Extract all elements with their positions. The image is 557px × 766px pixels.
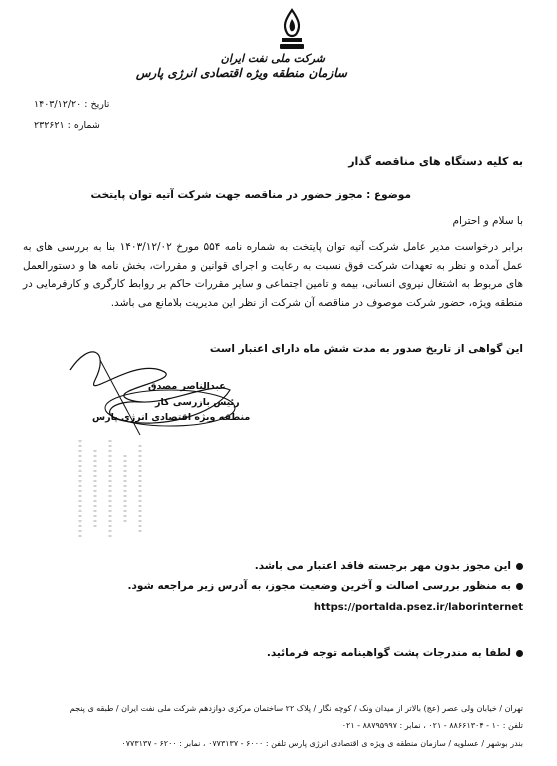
number-label: شماره : (67, 120, 100, 131)
nioc-logo-icon (274, 6, 310, 52)
bullet-icon (516, 563, 523, 570)
note3-text: لطفا به مندرجات پشت گواهینامه توجه فرمائید. (266, 647, 511, 659)
validity-statement: این گواهی از تاریخ صدور به مدت شش ماه دارای اعتبار است (209, 343, 523, 355)
verification-url[interactable]: https://portalda.psez.ir/laborinternet (313, 602, 523, 613)
embossed-stamp-icon (60, 430, 160, 550)
note-back-page (267, 647, 523, 659)
greeting: با سلام و احترام (452, 215, 523, 227)
footer-phone: تلفن : ۱۰ - ۸۸۶۶۱۳۰۴ - ۰۲۱ ، نمابر : ۸۸۷۹۵۹۹۷ - ۰۲۱ (341, 721, 523, 730)
note-verification (128, 580, 523, 592)
signer-organization: منطقه ویژه اقتصادی انرژی پارس (92, 412, 251, 423)
number-value: ۲۳۲۶۲۱ (34, 120, 65, 131)
addressee: به کلیه دستگاه های مناقصه گذار (348, 155, 523, 168)
date-value: ۱۴۰۳/۱۲/۲۰ (34, 99, 82, 110)
signer-title: رئیس بازرسی کار (155, 397, 240, 408)
letter-date (34, 99, 109, 110)
footer-address: تهران / خیابان ولی عصر (عج) بالاتر از میدان ونک / کوچه نگار / پلاک ۲۲ ساختمان مرکزی دوازدهم شرکت ملی نفت ایران / طبقه ی پنجم (69, 704, 523, 713)
bullet-icon (516, 650, 523, 657)
subject-line: موضوع : مجوز حضور در مناقصه جهت شرکت آتیه توان پایتخت (90, 189, 411, 201)
date-label: تاریخ : (84, 99, 110, 110)
note2-text: به منظور بررسی اصالت و آخرین وضعیت مجوز، به آدرس زیر مراجعه شود. (127, 580, 511, 592)
note-embossed-seal (255, 560, 523, 572)
note1-text: این مجوز بدون مهر برجسته فاقد اعتبار می باشد. (254, 560, 511, 572)
organization-name: سازمان منطقه ویژه اقتصادی انرژی پارس (135, 66, 347, 80)
bullet-icon (516, 583, 523, 590)
letter-body: برابر درخواست مدیر عامل شرکت آتیه توان پایتخت به شماره نامه ۵۵۴ مورخ ۱۴۰۳/۱۲/۰۲ بنا به بررسی های به عمل آمده و نظر به تعهدات شرکت فوق نسبت به رعایت و اجرای قوانین و مقررات، بخش نامه ها و دستورالعمل های مربوط به اشتغال نیروی انسانی، بیمه و تامین اجتماعی و سایر مقررات حاکم بر روابط کارگری و کارفرمایی در منطقه ویژه، حضور شرکت موصوف در مناقصه آن شرکت از نظر این مدیریت بلامانع می باشد. (23, 241, 523, 309)
letter-number (34, 120, 100, 131)
footer-bushehr: بندر بوشهر / عسلویه / سازمان منطقه ی ویژه ی اقتصادی انرژی پارس تلفن : ۶۰۰۰ - ۰۷۷۳۱۳۷ ، نمابر : ۶۲۰۰ - ۰۷۷۳۱۳۷ (121, 739, 523, 748)
company-name: شرکت ملی نفت ایران (220, 52, 325, 65)
signer-name: عبدالناصر مصدق (148, 381, 226, 392)
